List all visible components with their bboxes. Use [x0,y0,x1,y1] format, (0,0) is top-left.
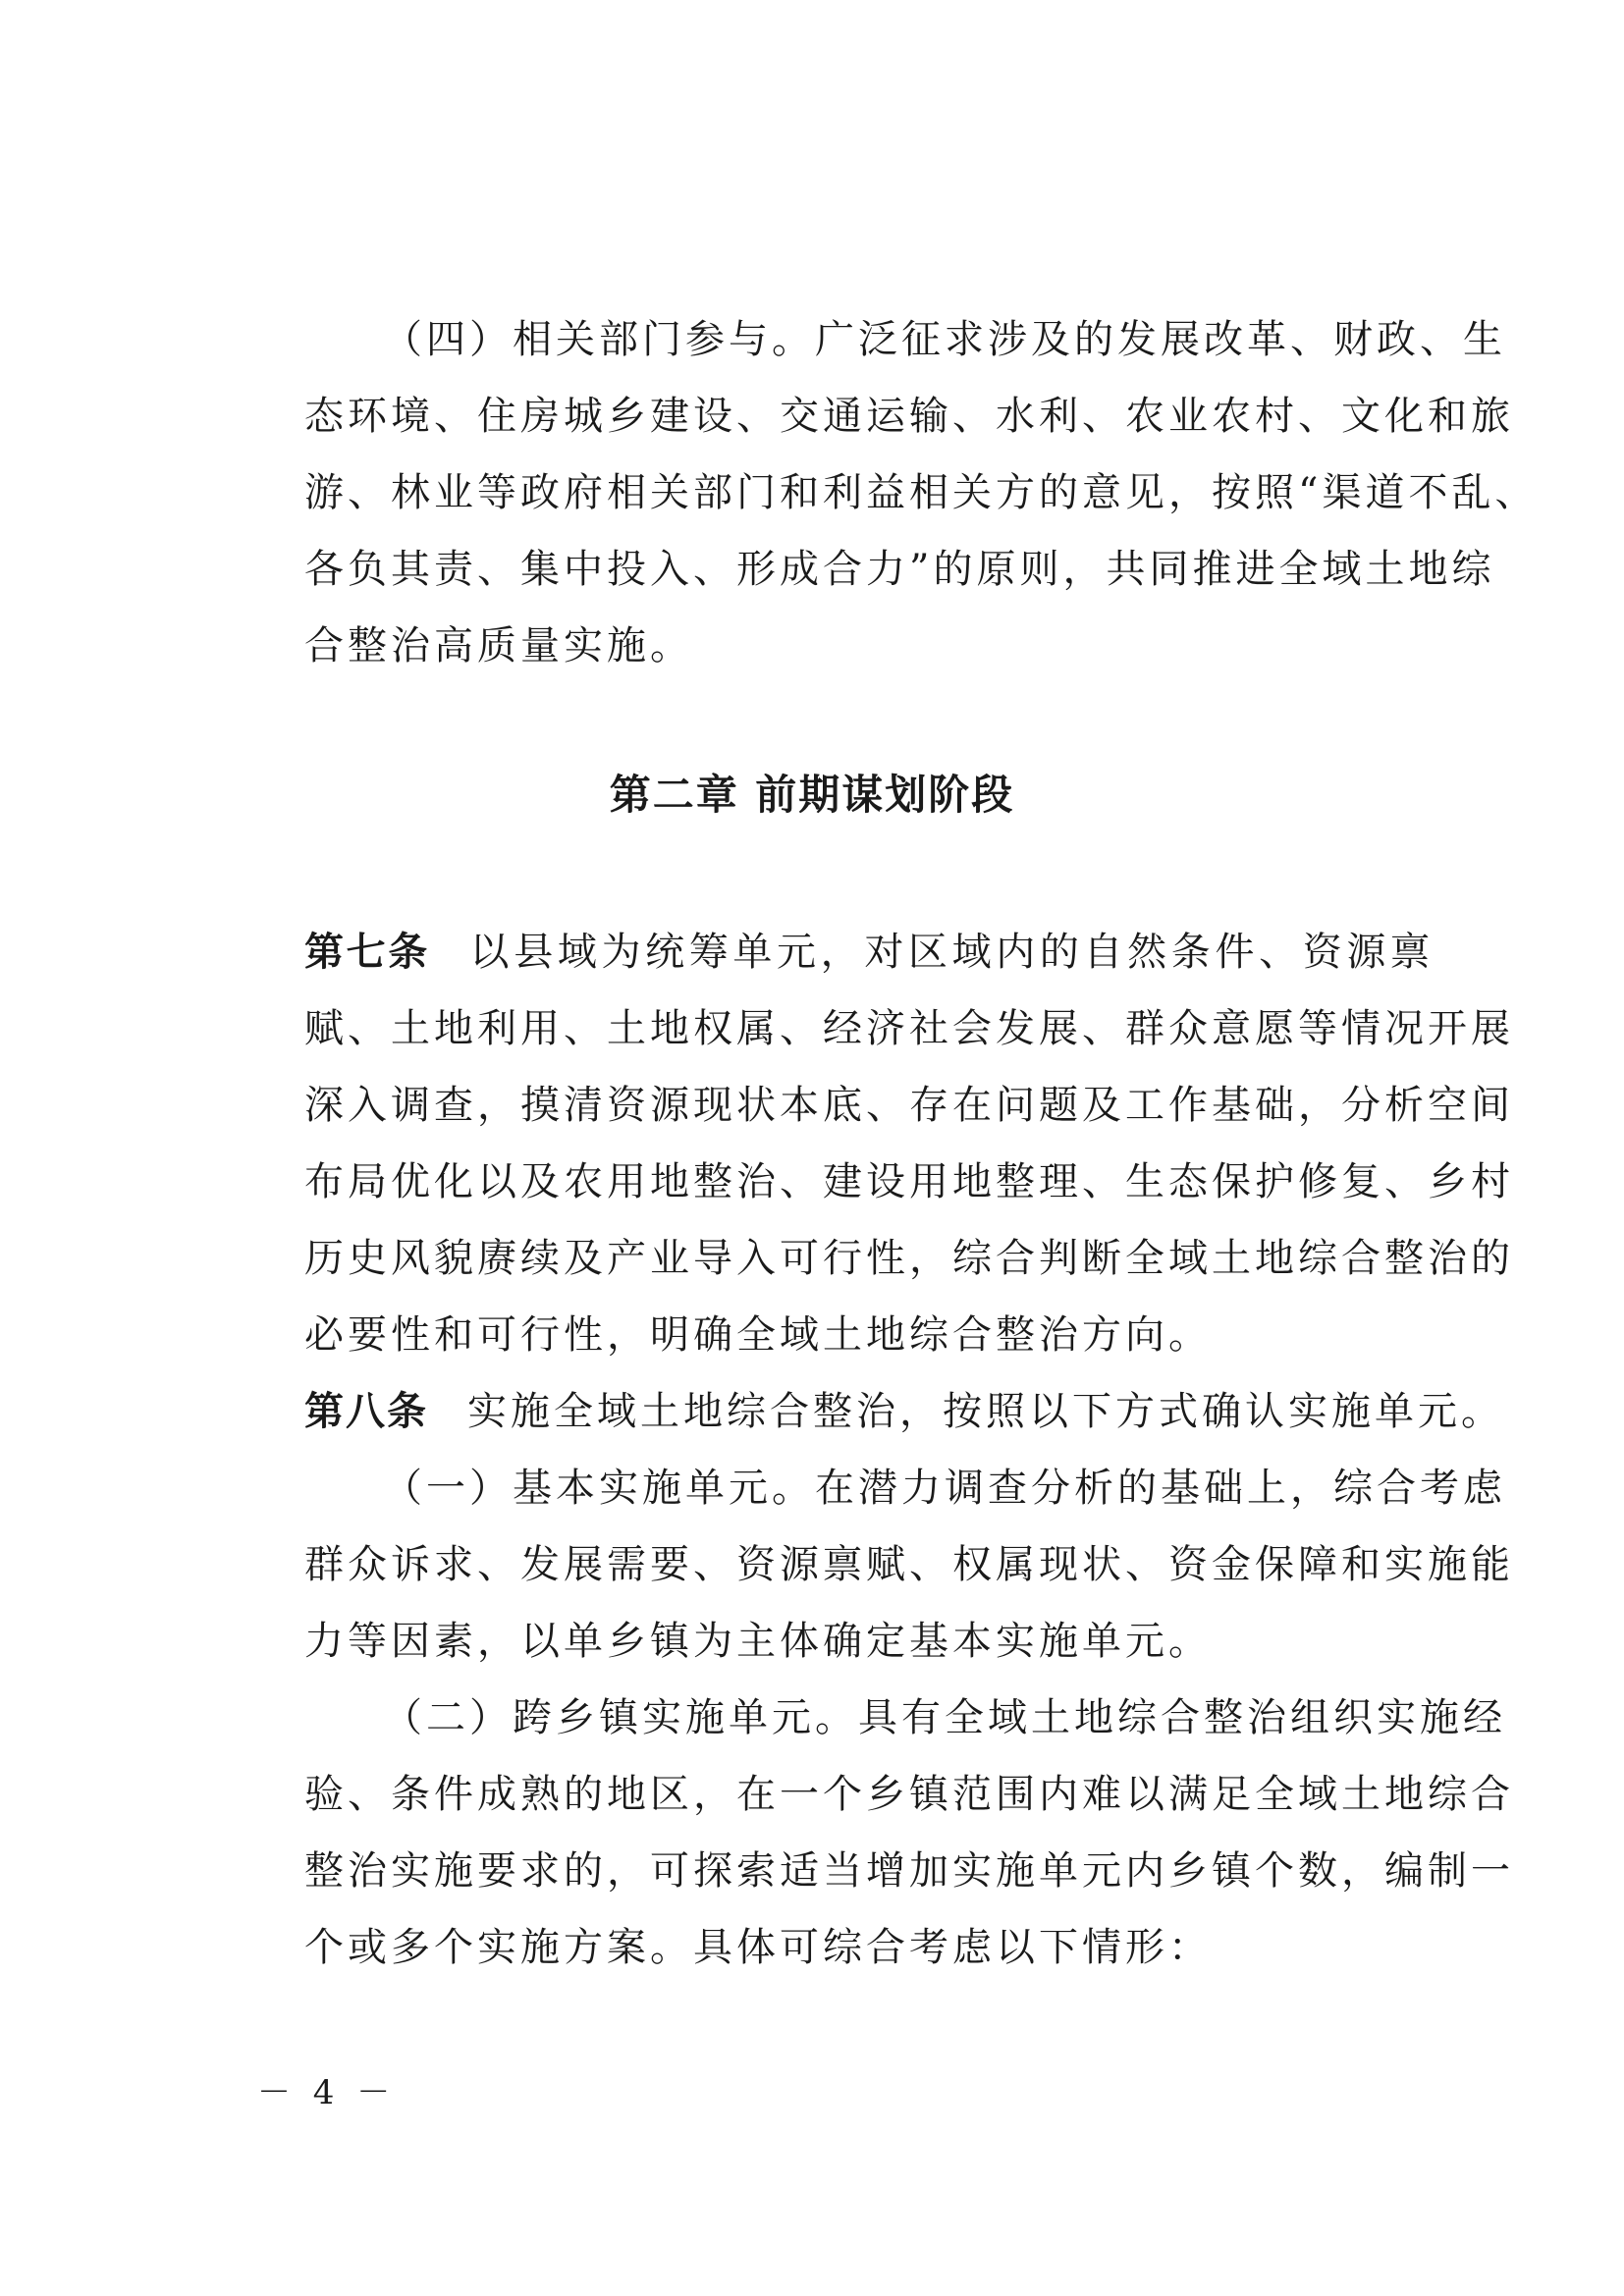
paragraph-4-line-1: （四）相关部门参与。广泛征求涉及的发展改革、财政、生 [383,317,1506,362]
chapter-heading: 第二章 前期谋划阶段 [609,771,1015,819]
article-7-text-1: 以县域为统筹单元，对区域内的自然条件、资源禀 [468,930,1435,975]
item-2-line-3: 整治实施要求的，可探索适当增加实施单元内乡镇个数，编制一 [304,1848,1514,1894]
article-7-line-5: 历史风貌赓续及产业导入可行性，综合判断全域土地综合整治的 [304,1236,1514,1281]
article-7-line-4: 布局优化以及农用地整治、建设用地整理、生态保护修复、乡村 [304,1159,1514,1204]
article-7-line-6: 必要性和可行性，明确全域土地综合整治方向。 [304,1312,1212,1358]
article-7-line-1 [304,929,1434,976]
article-7-line-2: 赋、土地利用、土地权属、经济社会发展、群众意愿等情况开展 [304,1006,1514,1051]
page-number: － 4 － [257,2073,397,2112]
item-2-line-2: 验、条件成熟的地区，在一个乡镇范围内难以满足全域土地综合 [304,1772,1514,1817]
item-1-line-1: （一）基本实施单元。在潜力调查分析的基础上，综合考虑 [383,1466,1506,1511]
article-7-label: 第七条 [304,930,430,975]
article-8-label: 第八条 [304,1389,428,1434]
item-2-line-4: 个或多个实施方案。具体可综合考虑以下情形： [304,1925,1212,1970]
item-1-line-2: 群众诉求、发展需要、资源禀赋、权属现状、资金保障和实施能 [304,1542,1514,1587]
item-2-line-1: （二）跨乡镇实施单元。具有全域土地综合整治组织实施经 [383,1695,1506,1740]
paragraph-4-line-4: 各负其责、集中投入、形成合力”的原则，共同推进全域土地综 [304,547,1495,592]
paragraph-4-line-3: 游、林业等政府相关部门和利益相关方的意见，按照“渠道不乱、 [304,470,1539,515]
article-8-text-1: 实施全域土地综合整治，按照以下方式确认实施单元。 [467,1389,1504,1434]
article-8-line-1 [304,1388,1504,1435]
paragraph-4-line-2: 态环境、住房城乡建设、交通运输、水利、农业农村、文化和旅 [304,394,1514,439]
paragraph-4-line-5: 合整治高质量实施。 [304,623,693,668]
item-1-line-3: 力等因素，以单乡镇为主体确定基本实施单元。 [304,1619,1212,1664]
article-7-line-3: 深入调查，摸清资源现状本底、存在问题及工作基础，分析空间 [304,1083,1514,1128]
